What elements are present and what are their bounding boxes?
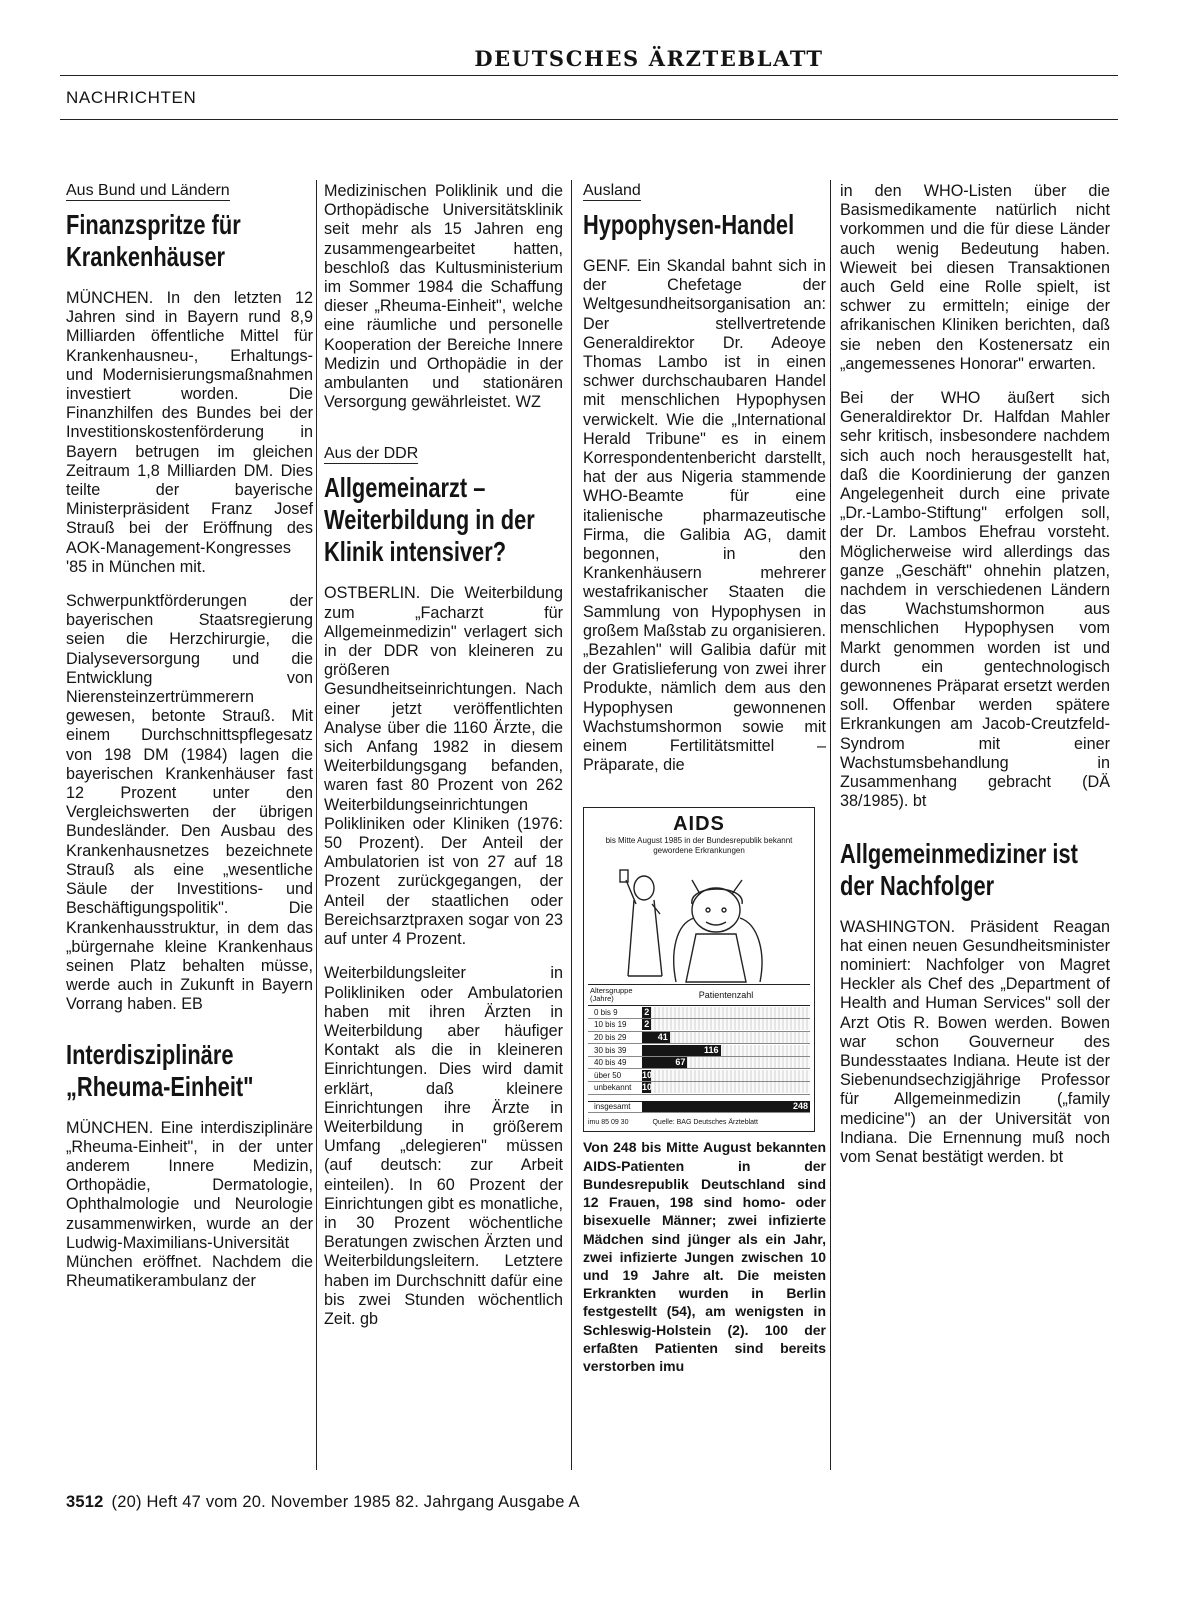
- chart-value-label: 2: [644, 1019, 650, 1030]
- column-2: [324, 182, 563, 1344]
- chart-value-label: 248: [792, 1101, 808, 1112]
- chart-bar: [642, 1101, 810, 1112]
- chart-bar: [642, 1082, 651, 1093]
- chart-col-age: Altersgruppe (Jahre): [590, 986, 633, 1004]
- chart-category-label: insgesamt: [594, 1102, 631, 1112]
- worried-person-illustration: [596, 864, 804, 984]
- chart-title: AIDS: [673, 813, 725, 836]
- article-paragraph: OSTBERLIN. Die Weiterbildung zum „Facharzt für Allgemeinmedizin" verlagert sich in der DDR von kleineren zu größeren Gesundheitseinrichtungen. Nach einer jetzt veröffentlichten Analyse über die 1160 Ärzte, die sich Anfang 1982 in diesem Weiterbildungsgang befanden, waren fast 80 Prozent von 262 Weiterbildungseinrichtungen Polikliniken oder Kliniken (1976: 50 Prozent). Der Anteil der Ambulatorien ist von 27 auf 18 Prozent zurückgegangen, der Anteil der staatlichen oder Bereichsarztpraxen sogar von 23 auf unter 4 Prozent.: [324, 584, 563, 949]
- chart-credit: imu 85 09 30: [588, 1119, 629, 1127]
- article-paragraph: WASHINGTON. Präsident Reagan hat einen neuen Gesundheitsminister nominiert: Nachfolger von Magret Heckler als Chef des „Department of Health and Human Services" soll der Arzt Otis R. Bowen werden. Bowen war schon Gouverneur des Bundesstaates Indiana. Heute ist der Siebenundsechzigjährige Professor für Allgemeinmedizin („family medicine") an der Universität von Indiana. Die Ernennung muß noch vom Senat bestätigt werden. bt: [840, 917, 1110, 1166]
- masthead: [60, 42, 1118, 76]
- chart-row: [588, 1069, 810, 1082]
- chart-row: [588, 1019, 810, 1032]
- chart-bar: [642, 1045, 721, 1056]
- article-paragraph: Bei der WHO äußert sich Generaldirektor Dr. Halfdan Mahler sehr kritisch, insbesondere nachdem sich auch noch herausgestellt hat, daß die Koordinierung der ganzen Angelegenheit durch eine private „Dr.-Lambo-Stiftung" erfolgen soll, der Dr. Lambos Ehefrau vorsteht. Möglicherweise wird allerdings das ganze „Geschäft" ohnehin platzen, nachdem in verschiedenen Ländern das Wachstumshormon aus menschlichen Hypophysen vom Markt genommen worden ist und durch ein gentechnologisch gewonnenes Präparat ersetzt werden soll. Offenbar werden spätere Erkrankungen am Jacob-Creutzfeld-Syndrom mit einer Wachstumsbehandlung in Zusammenhang gebracht (DÄ 38/1985). bt: [840, 389, 1110, 811]
- section-label: NACHRICHTEN: [66, 88, 197, 107]
- chart-bar: [642, 1070, 651, 1081]
- figure-caption: Von 248 bis Mitte August bekannten AIDS-Patienten in der Bundesrepublik Deutschland sind 12 Frauen, 198 sind homo- oder bisexuelle Männer; zwei infizierte Mädchen sind jünger als ein Jahr, zwei infizierte Jungen zwischen 10 und 19 Jahre alt. Die meisten Erkrankten wurden in Berlin festgestellt (54), am wenigsten in Schleswig-Holstein (2). 100 der erfaßten Patienten sind bereits verstorben imu: [583, 1139, 826, 1374]
- page-footer: [66, 1493, 580, 1512]
- article-headline: Interdisziplinäre „Rheuma-Einheit": [66, 1038, 254, 1102]
- chart-bar: [642, 1019, 651, 1030]
- chart-value-label: 10: [642, 1082, 653, 1093]
- column-divider: [316, 180, 317, 1470]
- article-headline: Finanzspritze für Krankenhäuser: [66, 209, 241, 272]
- column-1: [66, 182, 313, 1306]
- chart-row: [588, 1032, 810, 1045]
- article-kicker: Aus der DDR: [324, 445, 419, 463]
- chart-subtitle: bis Mitte August 1985 in der Bundesrepublik bekannt gewordene Erkrankungen: [605, 836, 793, 856]
- article-headline: Allgemeinmediziner ist der Nachfolger: [840, 837, 1078, 901]
- chart-row: [588, 1057, 810, 1070]
- article-paragraph: MÜNCHEN. Eine interdisziplinäre „Rheuma-Einheit", in der unter anderem Innere Medizin, Orthopädie, Dermatologie, Ophthalmologie und Neurologie zusammenwirken, wurde an der Ludwig-Maximilians-Universität München eröffnet. Nachdem die Rheumatikerambulanz der: [66, 1118, 313, 1291]
- chart-bar: [642, 1057, 687, 1068]
- column-divider: [830, 180, 831, 1470]
- article-paragraph: GENF. Ein Skandal bahnt sich in der Chefetage der Weltgesundheitsorganisation an: Der stellvertretende Generaldirektor Dr. Adeoye Thomas Lambo ist in einen schwer durchschaubaren Handel mit menschlichen Hypophysen verwickelt. Wie die „International Herald Tribune" es in einem Korrespondentenbericht darstellt, hat der aus Nigeria stammende WHO-Beamte für eine italienische pharmazeutische Firma, die Galibia AG, damit begonnen, in den Krankenhäusern mehrerer westafrikanischer Staaten die Sammlung von Hypophysen in großem Maßstab zu organisieren. „Bezahlen" will Galibia dafür mit der Gratislieferung von zwei ihrer Produkte, nämlich dem aus den Hypophysen gewonnenen Wachstumshormon sowie mit einem Fertilitätsmittel – Präparate, die: [583, 257, 826, 775]
- article-paragraph: Weiterbildungsleiter in Polikliniken oder Ambulatorien haben mit ihren Ärzten in Weiterbildung aber häufiger Kontakt als die in kleineren Einrichtungen. Dies wird damit erklärt, daß kleinere Einrichtungen ihre Ärzte in Weiterbildung in größerem Umfang „delegieren" müssen (auf deutsch: zur Arbeit einteilen). In 60 Prozent der Einrichtungen gibt es monatliche, in 30 Prozent wöchentliche Beratungen zwischen Ärzten und Weiterbildungsleitern. Letztere haben im Durchschnitt dafür eine bis zwei Stunden wöchentlich Zeit. gb: [324, 964, 563, 1328]
- chart-category-label: 30 bis 39: [594, 1045, 627, 1055]
- column-divider: [571, 180, 572, 1470]
- page-number: 3512: [66, 1493, 104, 1511]
- chart-row: [588, 1101, 810, 1114]
- chart-value-label: 67: [675, 1057, 686, 1068]
- column-4: [840, 182, 1110, 1182]
- article-kicker: Aus Bund und Ländern: [66, 182, 230, 199]
- chart-category-label: 20 bis 29: [594, 1032, 627, 1042]
- chart-row: [588, 1006, 810, 1019]
- chart-value-label: 2: [644, 1006, 650, 1017]
- chart-category-label: 10 bis 19: [594, 1020, 627, 1030]
- article-paragraph: Medizinischen Poliklinik und die Orthopädische Universitätsklinik seit mehr als 15 Jahren eng zusammengearbeitet hatten, beschloß das Kultusministerium im Sommer 1984 die Schaffung dieser „Rheuma-Einheit", welche eine räumliche und personelle Kooperation der Bereiche Innere Medizin und Orthopädie in der ambulanten und stationären Versorgung gewährleistet. WZ: [324, 182, 563, 412]
- chart-bar: [642, 1007, 651, 1018]
- chart-value-label: 116: [704, 1044, 719, 1055]
- chart-category-label: 0 bis 9: [594, 1007, 618, 1017]
- masthead-title: DEUTSCHES ÄRZTEBLATT: [474, 46, 824, 71]
- chart-table: [588, 984, 810, 1113]
- article-paragraph: in den WHO-Listen über die Basismedikamente natürlich nicht vorkommen und die für diese Länder auch wenig Bedeutung haben. Wieweit bei diesen Transaktionen auch Geld eine Rolle spielt, ist schwer zu ermitteln; einige der afrikanischen Kliniken berichten, daß sie neben den Kostenersatz ein „angemessenes Honorar" erwarten.: [840, 182, 1110, 373]
- chart-category-label: unbekannt: [594, 1083, 632, 1093]
- article-kicker: Ausland: [583, 182, 641, 199]
- column-3: [583, 182, 826, 1375]
- article-headline: Allgemeinarzt – Weiterbildung in der Klinik intensiver?: [324, 472, 535, 568]
- chart-category-label: 40 bis 49: [594, 1058, 627, 1068]
- article-headline: Hypophysen-Handel: [583, 209, 795, 240]
- chart-category-label: über 50: [594, 1070, 622, 1080]
- chart-value-label: 41: [657, 1031, 668, 1042]
- article-paragraph: Schwerpunktförderungen der bayerischen Staatsregierung seien die Herzchirurgie, die Dialyseversorgung und die Entwicklung von Nierensteinzertrümmerern gewesen, betonte Strauß. Mit einem Durchschnittspflegesatz von 198 DM (1984) lagen die bayerischen Krankenhäuser fast 12 Prozent unter den Vergleichswerten der übrigen Bundesländer. Den Ausbau des Krankenhausnetzes bezeichnete Strauß als eine „wesentliche Säule der Investitions- und Beschäftigungspolitik". Die Krankenhausstruktur, in dem das „bürgernahe kleine Krankenhaus seinen Platz behalten müsse, werde auch in Zukunft in Bayern Vorrang haben. EB: [66, 592, 313, 1014]
- chart-value-label: 10: [642, 1069, 653, 1080]
- chart-col-count: Patientenzahl: [698, 990, 754, 1001]
- chart-bar: [642, 1032, 670, 1043]
- article-paragraph: MÜNCHEN. In den letzten 12 Jahren sind in Bayern rund 8,9 Milliarden öffentliche Mittel für Krankenhausneu-, Erhaltungs- und Modernisierungsmaßnahmen investiert worden. Die Finanzhilfen des Bundes bei der Investitionskostenförderung in Bayern betrugen im gleichen Zeitraum 1,8 Milliarden DM. Dies teilte der bayerische Ministerpräsident Franz Josef Strauß bei der Eröffnung des AOK-Management-Kongresses '85 in München mit.: [66, 289, 313, 576]
- chart-source: Quelle: BAG Deutsches Ärzteblatt: [652, 1119, 758, 1127]
- aids-chart-figure: [583, 807, 815, 1132]
- chart-row: [588, 1044, 810, 1057]
- section-divider: [60, 119, 1118, 120]
- issue-info: (20) Heft 47 vom 20. November 1985 82. Jahrgang Ausgabe A: [111, 1493, 580, 1511]
- chart-row: [588, 1082, 810, 1095]
